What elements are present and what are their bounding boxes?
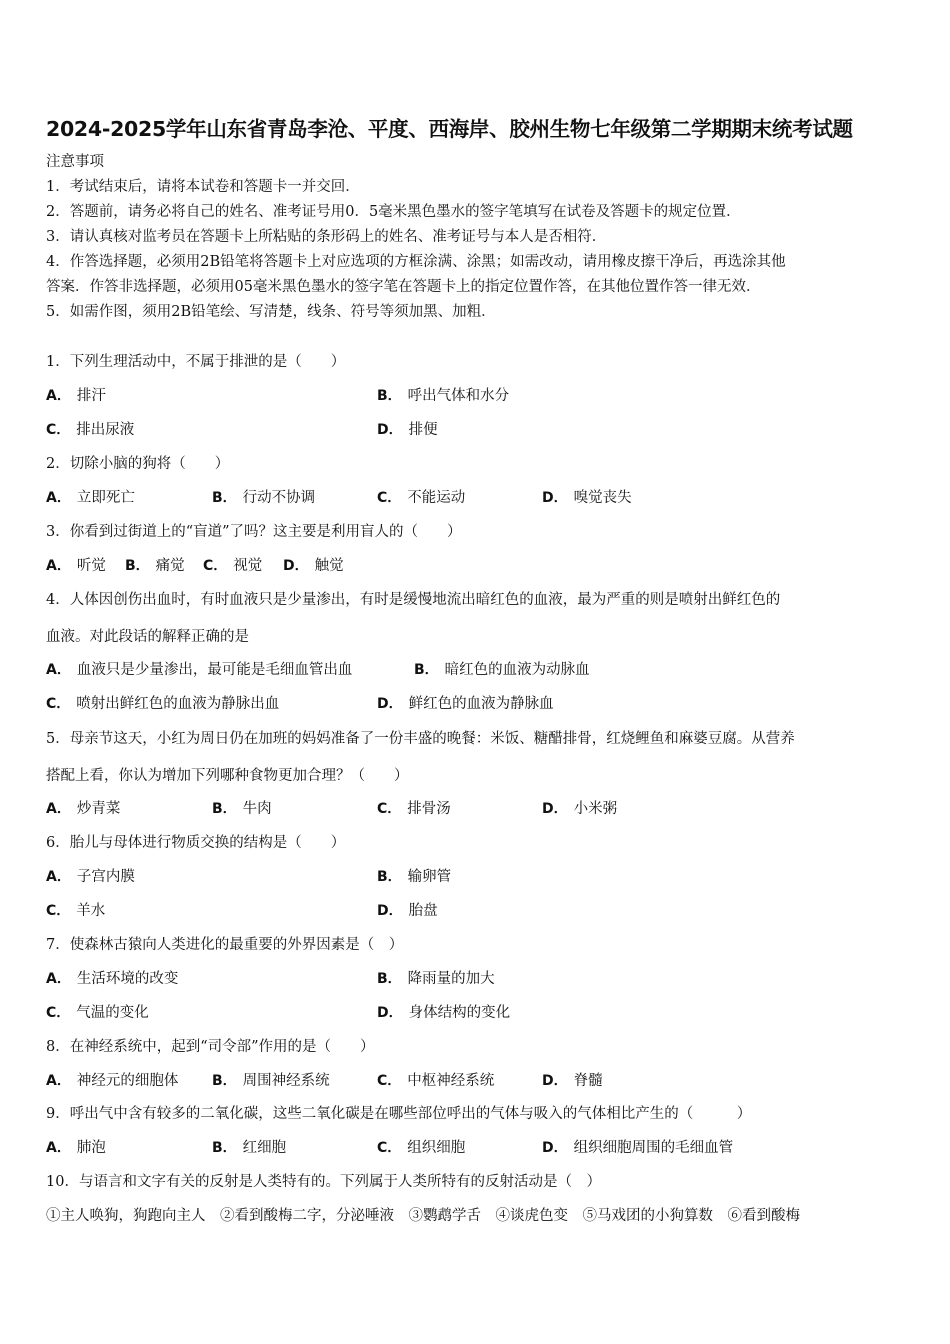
q5-option-a: A． 炒青菜: [46, 801, 121, 817]
q8-option-b: B． 周围神经系统: [212, 1073, 330, 1089]
q6-option-d: D． 胎盘: [377, 903, 438, 919]
question-6-stem: 6．胎儿与母体进行物质交换的结构是（ ）: [46, 835, 346, 851]
q4-option-d: D． 鲜红色的血液为静脉血: [377, 696, 554, 712]
question-10-stem: 10．与语言和文字有关的反射是人类特有的。下列属于人类所特有的反射活动是（ ）: [46, 1174, 601, 1190]
question-3-stem: 3．你看到过街道上的“盲道”了吗？这主要是利用盲人的（ ）: [46, 524, 462, 540]
q6-option-a: A． 子宫内膜: [46, 869, 135, 885]
note-item: 5．如需作图，须用2B铅笔绘、写清楚，线条、符号等须加黑、加粗．: [46, 304, 496, 320]
q8-option-d: D． 脊髓: [542, 1073, 603, 1089]
q7-option-d: D． 身体结构的变化: [377, 1005, 511, 1021]
question-4-stem: 4．人体因创伤出血时，有时血液只是少量渗出，有时是缓慢地流出暗红色的血液，最为严重的则是喷射出鲜红色的: [46, 592, 781, 608]
q4-option-a: A． 血液只是少量渗出，最可能是毛细血管出血: [46, 662, 353, 678]
q3-option-c: C． 视觉: [203, 558, 263, 574]
q9-option-a: A． 肺泡: [46, 1140, 106, 1156]
q3-option-a: A． 听觉: [46, 558, 106, 574]
q1-option-b: B． 呼出气体和水分: [377, 388, 510, 404]
q2-option-c: C． 不能运动: [377, 490, 466, 506]
q2-option-b: B． 行动不协调: [212, 490, 316, 506]
q6-option-c: C． 羊水: [46, 903, 106, 919]
q8-option-a: A． 神经元的细胞体: [46, 1073, 179, 1089]
q2-option-a: A． 立即死亡: [46, 490, 135, 506]
question-2-stem: 2．切除小脑的狗将（ ）: [46, 456, 230, 472]
q6-option-b: B． 输卵管: [377, 869, 452, 885]
question-7-stem: 7．使森林古猿向人类进化的最重要的外界因素是（ ）: [46, 937, 404, 953]
q9-option-b: B． 红细胞: [212, 1140, 287, 1156]
note-item: 3．请认真核对监考员在答题卡上所粘贴的条形码上的姓名、准考证号与本人是否相符．: [46, 229, 607, 245]
q1-option-d: D． 排便: [377, 422, 438, 438]
question-1-stem: 1．下列生理活动中，不属于排泄的是（ ）: [46, 354, 346, 370]
note-item: 1．考试结束后，请将本试卷和答题卡一并交回．: [46, 179, 360, 195]
q5-option-c: C． 排骨汤: [377, 801, 451, 817]
notes-section: [46, 150, 916, 325]
question-4-stem-cont: 血液。对此段话的解释正确的是: [46, 629, 249, 645]
note-item: 4．作答选择题，必须用2B铅笔将答题卡上对应选项的方框涂满、涂黑；如需改动，请用橡皮擦干净后，再选涂其他: [46, 254, 786, 270]
q3-option-b: B． 痛觉: [125, 558, 185, 574]
q4-option-b: B． 暗红色的血液为动脉血: [414, 662, 590, 678]
notes-heading: 注意事项: [46, 154, 104, 170]
q7-option-a: A． 生活环境的改变: [46, 971, 179, 987]
note-item: 答案．作答非选择题，必须用05毫米黑色墨水的签字笔在答题卡上的指定位置作答，在其他位置作答一律无效．: [46, 279, 761, 295]
question-5-stem-cont: 搭配上看，你认为增加下列哪种食物更加合理？（ ）: [46, 768, 409, 784]
q7-option-c: C． 气温的变化: [46, 1005, 149, 1021]
q2-option-d: D． 嗅觉丧失: [542, 490, 632, 506]
q9-option-c: C． 组织细胞: [377, 1140, 466, 1156]
q1-option-c: C． 排出尿液: [46, 422, 135, 438]
question-9-stem: 9．呼出气中含有较多的二氧化碳，这些二氧化碳是在哪些部位呼出的气体与吸入的气体相比产生的（ ）: [46, 1106, 752, 1122]
question-5-stem: 5．母亲节这天，小红为周日仍在加班的妈妈准备了一份丰盛的晚餐：米饭、糖醋排骨，红烧鲤鱼和麻婆豆腐。从营养: [46, 731, 795, 747]
q4-option-c: C． 喷射出鲜红色的血液为静脉出血: [46, 696, 280, 712]
page-title: 2024-2025学年山东省青岛李沧、平度、西海岸、胶州生物七年级第二学期期末统考试题: [46, 117, 853, 141]
q8-option-c: C． 中枢神经系统: [377, 1073, 495, 1089]
q3-option-d: D． 触觉: [283, 558, 344, 574]
question-10-items: ①主人唤狗，狗跑向主人 ②看到酸梅二字，分泌唾液 ③鹦鹉学舌 ④谈虎色变 ⑤马戏团的小狗算数 ⑥看到酸梅: [46, 1208, 800, 1224]
note-item: 2．答题前，请务必将自己的姓名、准考证号用0．5毫米黑色墨水的签字笔填写在试卷及答题卡的规定位置．: [46, 204, 741, 220]
q7-option-b: B． 降雨量的加大: [377, 971, 495, 987]
q5-option-d: D． 小米粥: [542, 801, 618, 817]
q1-option-a: A． 排汗: [46, 388, 106, 404]
q5-option-b: B． 牛肉: [212, 801, 272, 817]
question-8-stem: 8．在神经系统中，起到“司令部”作用的是（ ）: [46, 1039, 375, 1055]
q9-option-d: D． 组织细胞周围的毛细血管: [542, 1140, 734, 1156]
